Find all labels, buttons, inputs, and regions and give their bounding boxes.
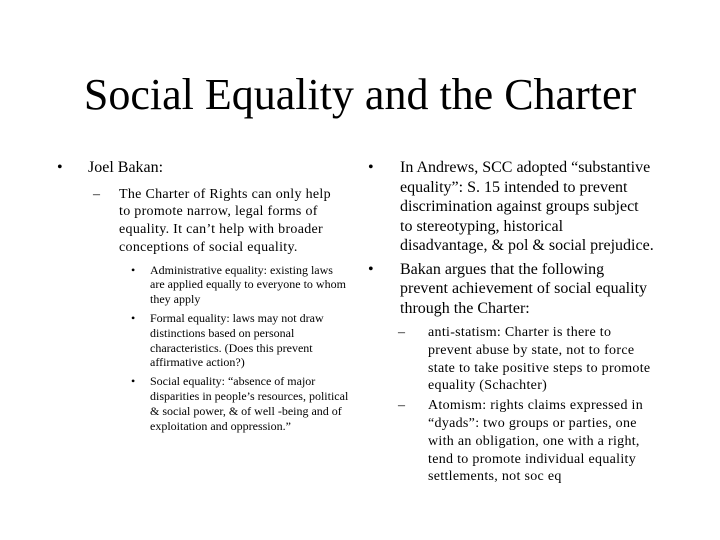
bullet-marker: • bbox=[131, 262, 136, 277]
list-item-administrative-equality bbox=[56, 263, 350, 307]
list-item-formal-equality bbox=[56, 311, 350, 370]
list-item-text: Social equality: “absence of major disparities in people’s resources, political & social power, & of well -being and of exploitation and oppression.” bbox=[150, 374, 349, 433]
bullet-text: Joel Bakan: bbox=[88, 159, 164, 176]
bullet-marker: • bbox=[368, 159, 374, 176]
sub-bullet-text: The Charter of Rights can only help to promote narrow, legal forms of equality. It can’t help with broader conceptions of social equality. bbox=[119, 186, 331, 255]
bullet-text: In Andrews, SCC adopted “substantive equality”: S. 15 intended to prevent discrimination against groups subject to stereotyping, historical disadvantage, & pol & social prejudice. bbox=[400, 159, 654, 254]
sub-bullet-charter-limits bbox=[56, 186, 341, 257]
right-column bbox=[364, 158, 664, 486]
sub-bullet-text: anti-statism: Charter is there to prevent abuse by state, not to force state to take positive steps to promote equality (Schachter) bbox=[428, 325, 651, 394]
dash-marker: – bbox=[93, 186, 101, 202]
bullet-bakan-argues bbox=[364, 260, 654, 319]
list-item-text: Administrative equality: existing laws are applied equally to everyone to whom they apply bbox=[150, 262, 346, 307]
slide-title: Social Equality and the Charter bbox=[83, 70, 637, 119]
dash-marker: – bbox=[398, 398, 406, 414]
sub-bullet-atomism bbox=[364, 397, 656, 486]
bullet-andrews bbox=[364, 158, 654, 256]
list-item-social-equality bbox=[56, 374, 350, 433]
sub-bullet-text: Atomism: rights claims expressed in “dyads”: two groups or parties, one with an obligation, one with a right, tend to promote individual equality settlements, not soc eq bbox=[428, 398, 644, 485]
bullet-marker: • bbox=[368, 260, 374, 278]
left-column bbox=[56, 158, 356, 433]
list-item-text: Formal equality: laws may not draw distinctions based on personal characteristics. (Does this prevent affirmative action?) bbox=[150, 311, 324, 370]
bullet-marker: • bbox=[131, 374, 136, 389]
bullet-joel-bakan bbox=[56, 158, 356, 178]
bullet-marker: • bbox=[131, 311, 136, 326]
dash-marker: – bbox=[398, 325, 406, 340]
sub-bullet-anti-statism bbox=[364, 324, 656, 395]
bullet-text: Bakan argues that the following prevent achievement of social equality through the Charter: bbox=[400, 260, 648, 317]
bullet-marker: • bbox=[57, 159, 63, 176]
